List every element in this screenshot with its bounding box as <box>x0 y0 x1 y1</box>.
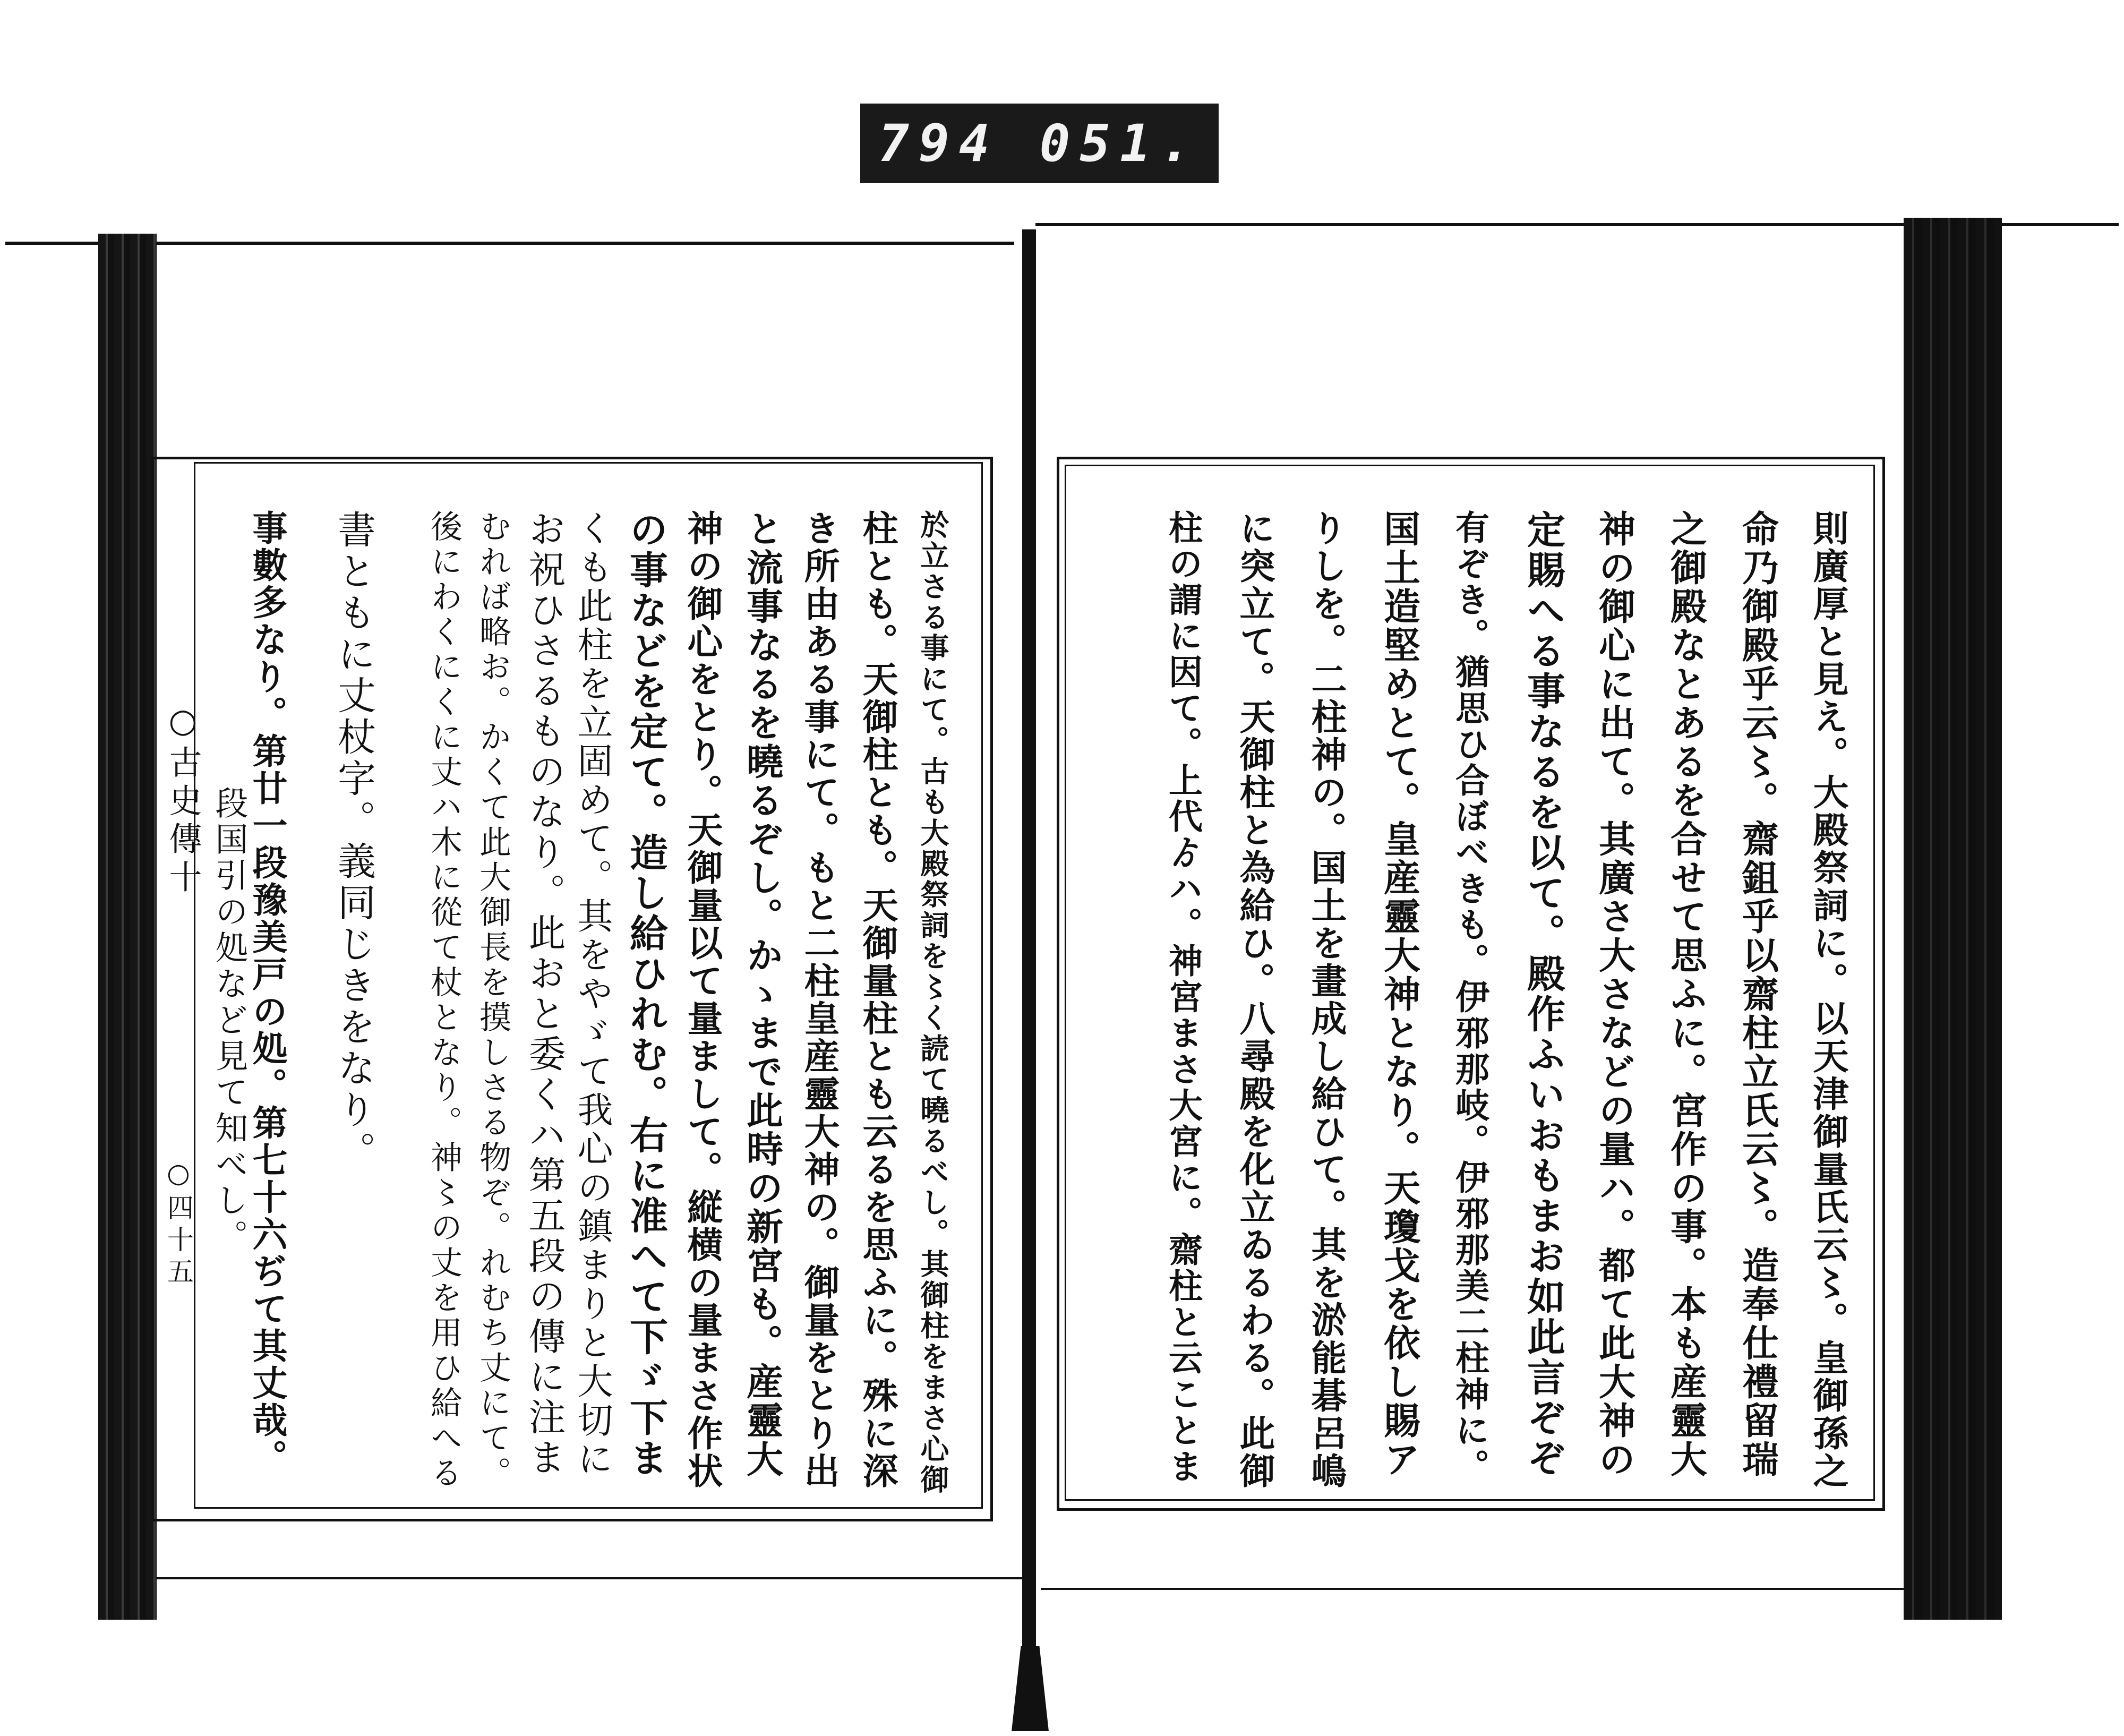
left-column-7: くも此柱を立固めて。其をやゞて我心の鎮まりと大切に <box>572 510 613 1479</box>
left-column-4: と流事なるを曉るぞし。かゝまで此時の新宮も。産靈大 <box>740 510 783 1479</box>
left-column-6: の事などを定て。造し給ひれむ。右に准へて下ゞ下ま <box>623 510 669 1478</box>
right-column-2: 命乃御殿乎云〻。齋鉏乎以齋柱立氏云〻。造奉仕禮留瑞 <box>1736 510 1779 1479</box>
right-column-4: 神の御心に出て。其廣さ大さなどの量ハ。都て此大神の <box>1592 510 1635 1479</box>
right-column-7: 国土造堅めとて。皇産靈大神となり。天瓊戈を依し賜ア <box>1377 510 1420 1479</box>
left-column-5: 神の御心をとり。天御量以て量まして。縦横の量まさ作状 <box>682 510 724 1490</box>
frame-number-label: 794 051. <box>860 104 1219 183</box>
left-column-10: 後にわくにくに丈ハ木に從て杖となり。神〻の丈を用ひ給へる <box>425 510 463 1491</box>
left-column-9: むれば略お。かくて此大御長を摸しさる物ぞ。れむち丈にて。 <box>474 510 511 1491</box>
left-column-12: 事數多なり。第廿一段豫美戸の処。第七十六ぢて其丈哉。 <box>246 510 288 1476</box>
right-column-6: 有ぞき。猶思ひ合ぼべきも。伊邪那岐。伊邪那美二柱神に。 <box>1450 510 1489 1485</box>
left-book-edge <box>98 234 157 1620</box>
right-column-10: 柱の謂に因て。上代ゟハ。神宮まさ大宮に。齋柱と云ことま <box>1163 510 1203 1485</box>
book-spine-base <box>1012 1646 1049 1731</box>
left-column-13: 段国引の処など見て知べし。 <box>210 786 249 1255</box>
right-book-edge <box>1904 218 2002 1620</box>
left-column-8: お祝ひさるものなり。此おと委くハ第五段の傳に注ま <box>523 510 566 1478</box>
book-spine <box>1022 229 1036 1663</box>
right-column-8: りしを。二柱神の。国土を畫成し給ひて。其を淤能碁呂嶋 <box>1306 510 1348 1490</box>
right-column-3: 之御殿なとあるを合せて思ふに。宮作の事。本も産靈大 <box>1664 510 1707 1479</box>
right-column-1: 則廣厚と見え。大殿祭詞に。以天津御量氏云〻。皇御孫之 <box>1808 510 1849 1490</box>
left-column-3: き所由ある事にて。もと二柱皇産靈大神の。御量をとり出 <box>799 510 841 1490</box>
right-column-9: に突立て。天御柱と為給ひ。八尋殿を化立ゐるわる。此御 <box>1234 510 1276 1490</box>
left-column-1: 於立さる事にて。古も大殿祭詞を〻く読て曉るべし。其御柱をまさ心御 <box>916 510 950 1495</box>
bottom-edge-right <box>1041 1588 1912 1590</box>
left-page-margin-title: ○古史傳十 <box>164 701 202 898</box>
left-column-2: 柱とも。天御柱とも。天御量柱とも云るを思ふに。殊に深 <box>857 510 899 1490</box>
left-column-11: 書ともに丈杖字。義同じきをなり。 <box>331 510 376 1173</box>
left-page-number: ○四十五 <box>163 1158 194 1289</box>
right-column-5: 定賜へる事なるを以て。殿作ふいおもまお如此言ぞぞ <box>1521 510 1566 1478</box>
top-edge-left <box>5 242 1014 245</box>
bottom-edge-left <box>143 1577 1025 1579</box>
